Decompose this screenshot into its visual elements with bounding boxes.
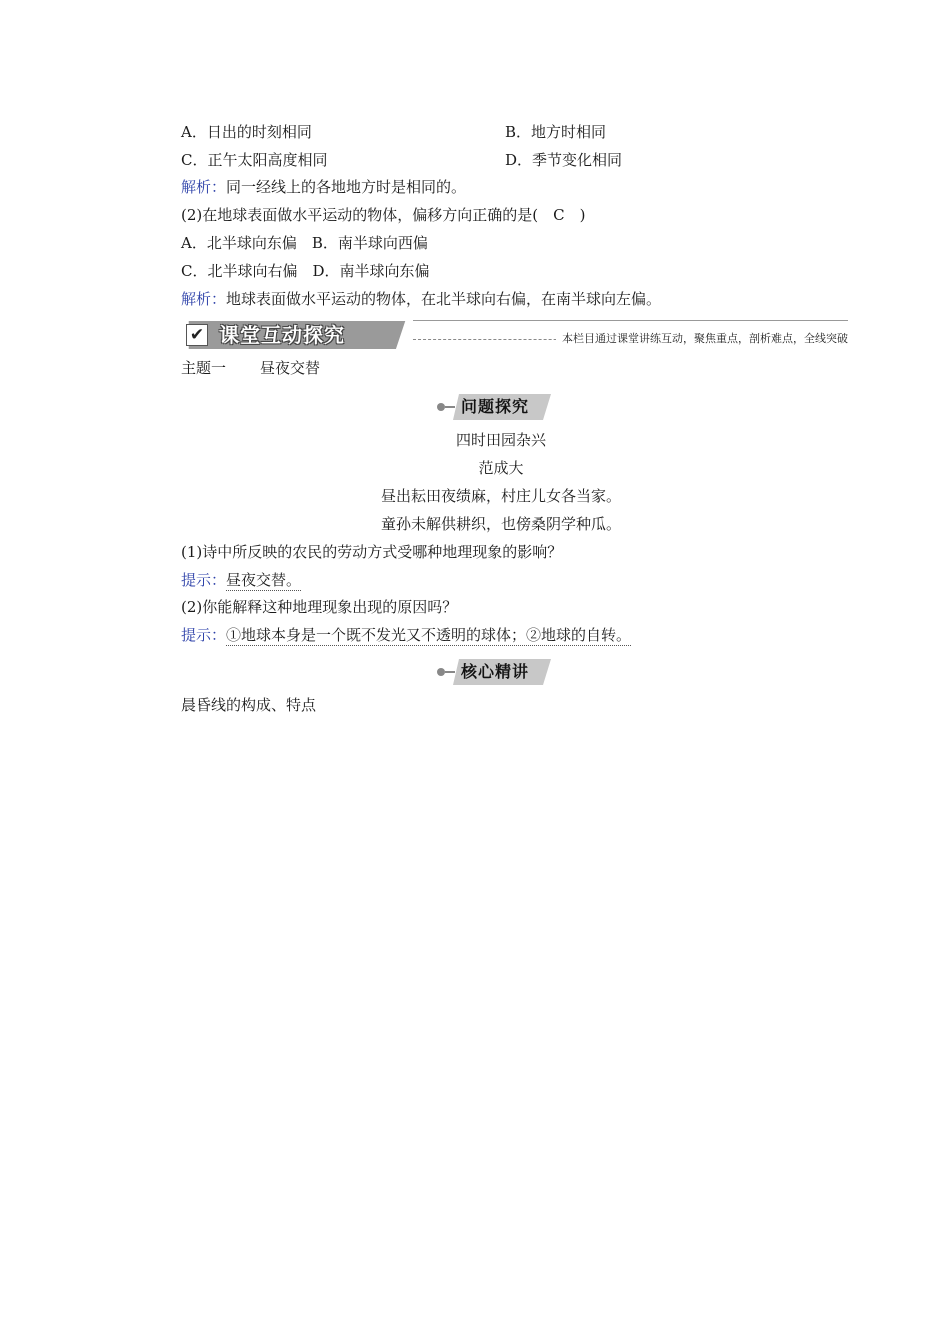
option-c: C．正午太阳高度相同 [181,151,328,169]
section-header-core [437,659,562,685]
poem-title: 四时田园杂兴 [455,431,546,449]
topic-title: 昼夜交替 [260,359,321,377]
poem-line-1: 昼出耘田夜绩麻，村庄儿女各当家。 [380,487,621,505]
question-2-options-cd: C．北半球向右偏 D．南半球向东偏 [181,262,430,280]
hint-text: ①地球本身是一个既不发光又不透明的球体；②地球的自转。 [226,626,632,644]
core-heading: 晨昏线的构成、特点 [181,696,317,714]
analysis-2 [181,289,661,309]
question-2-stem: (2)在地球表面做水平运动的物体，偏移方向正确的是( C ) [181,206,586,224]
analysis-1 [181,177,466,197]
analysis-text: 同一经线上的各地地方时是相同的。 [226,178,467,196]
banner-title: 课堂互动探究 [219,323,345,347]
analysis-text: 地球表面做水平运动的物体，在北半球向右偏，在南半球向左偏。 [226,290,662,308]
section-title: 问题探究 [461,397,530,416]
option-d: D．季节变化相同 [505,151,623,169]
hint-2 [181,625,631,645]
section-title: 核心精讲 [461,662,530,681]
option-b: B．地方时相同 [505,123,607,141]
analysis-label: 解析： [181,290,227,308]
bullet-icon [437,668,445,676]
hint-1 [181,570,301,590]
poem-question-2: (2)你能解释这种地理现象出现的原因吗？ [181,598,458,616]
question-2-options-ab: A．北半球向东偏 B．南半球向西偏 [181,234,428,252]
section-banner [181,320,848,352]
banner-rule [413,320,848,321]
banner-note: 本栏目通过课堂讲练互动，聚焦重点，剖析难点，全线突破 [556,331,848,347]
checkmark-icon: ✔ [186,324,208,346]
poem-author: 范成大 [478,459,524,477]
hint-label: 提示： [181,626,227,644]
hint-label: 提示： [181,571,227,589]
hint-text: 昼夜交替。 [226,571,302,589]
section-header-inquiry [437,394,562,420]
bullet-icon [437,403,445,411]
topic-label: 主题一 [181,359,227,377]
topic-heading [181,358,320,378]
option-a: A．日出的时刻相同 [181,123,312,141]
analysis-label: 解析： [181,178,227,196]
poem-line-2: 童孙未解供耕织，也傍桑阴学种瓜。 [380,515,621,533]
poem-question-1: (1)诗中所反映的农民的劳动方式受哪种地理现象的影响？ [181,543,563,561]
